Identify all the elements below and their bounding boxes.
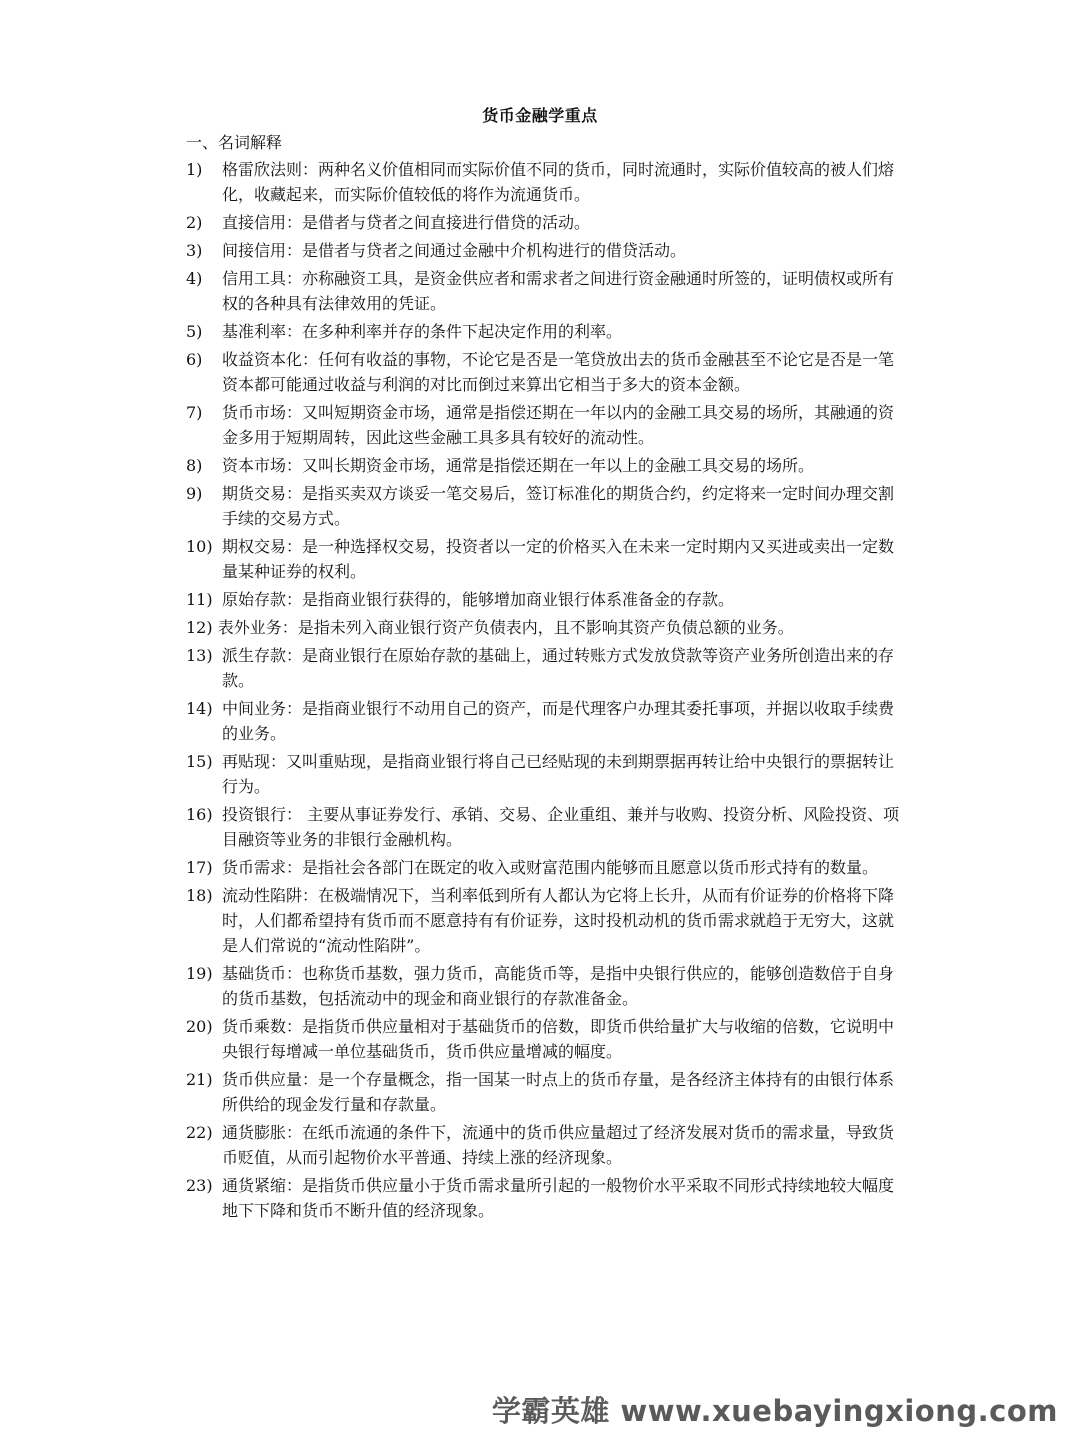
term-number: 15): [186, 752, 213, 771]
section-heading: 一、名词解释: [186, 133, 283, 152]
term-definition: 收益资本化：任何有收益的事物，不论它是否是一笔贷放出去的货币金融甚至不论它是否是一笔资本都可能通过收益与利润的对比而倒过来算出它相当于多大的资本金额。: [222, 350, 895, 394]
term-definition: 通货紧缩：是指货币供应量小于货币需求量所引起的一般物价水平采取不同形式持续地较大幅度地下下降和货币不断升值的经济现象。: [222, 1176, 895, 1220]
term-number: 14): [186, 699, 213, 718]
term-definition: 货币供应量：是一个存量概念，指一国某一时点上的货币存量，是各经济主体持有的由银行体系所供给的现金发行量和存款量。: [222, 1070, 895, 1114]
term-definition: 资本市场：又叫长期资金市场，通常是指偿还期在一年以上的金融工具交易的场所。: [222, 456, 815, 475]
term-definition: 基础货币：也称货币基数，强力货币，高能货币等，是指中央银行供应的，能够创造数倍于自身的货币基数，包括流动中的现金和商业银行的存款准备金。: [222, 964, 895, 1008]
term-definition: 货币需求：是指社会各部门在既定的收入或财富范围内能够而且愿意以货币形式持有的数量。: [222, 858, 879, 877]
term-item: [186, 481, 906, 531]
term-definition: 基准利率：在多种利率并存的条件下起决定作用的利率。: [222, 322, 623, 341]
term-item: [186, 802, 906, 852]
term-definition: 中间业务：是指商业银行不动用自己的资产，而是代理客户办理其委托事项，并据以收取手续费的业务。: [222, 699, 895, 743]
term-item: [186, 1120, 906, 1170]
term-item: [186, 587, 906, 612]
term-definition: 派生存款：是商业银行在原始存款的基础上，通过转账方式发放贷款等资产业务所创造出来的存款。: [222, 646, 895, 690]
term-item: [186, 534, 906, 584]
term-number: 20): [186, 1017, 213, 1036]
term-number: 16): [186, 805, 213, 824]
term-number: 9): [186, 484, 203, 503]
term-definition: 信用工具：亦称融资工具，是资金供应者和需求者之间进行资金融通时所签的，证明债权或所有权的各种具有法律效用的凭证。: [222, 269, 895, 313]
term-definition: 直接信用：是借者与贷者之间直接进行借贷的活动。: [222, 213, 591, 232]
term-list: [186, 157, 906, 1226]
term-item: [186, 961, 906, 1011]
term-definition: 通货膨胀：在纸币流通的条件下，流通中的货币供应量超过了经济发展对货币的需求量，导致货币贬值，从而引起物价水平普通、持续上涨的经济现象。: [222, 1123, 895, 1167]
term-item: [186, 1067, 906, 1117]
term-definition: 表外业务：是指未列入商业银行资产负债表内，且不影响其资产负债总额的业务。: [217, 618, 794, 637]
term-number: 22): [186, 1123, 213, 1142]
term-definition: 再贴现：又叫重贴现，是指商业银行将自己已经贴现的未到期票据再转让给中央银行的票据转让行为。: [222, 752, 895, 796]
term-item: [186, 749, 906, 799]
term-item: [186, 157, 906, 207]
document-title: 货币金融学重点: [482, 106, 598, 125]
term-number: 23): [186, 1176, 213, 1195]
term-definition: 原始存款：是指商业银行获得的，能够增加商业银行体系准备金的存款。: [222, 590, 735, 609]
term-number: 6): [186, 350, 203, 369]
term-item: [186, 855, 906, 880]
term-item: [186, 266, 906, 316]
term-item: [186, 1014, 906, 1064]
term-number: 2): [186, 213, 203, 232]
term-definition: 流动性陷阱：在极端情况下，当利率低到所有人都认为它将上长升，从而有价证券的价格将下降时，人们都希望持有货币而不愿意持有有价证券，这时投机动机的货币需求就趋于无穷大，这就是人们常说的“流动性陷阱”。: [222, 886, 895, 955]
term-item: [186, 643, 906, 693]
term-number: 11): [186, 590, 213, 609]
term-definition: 货币市场：又叫短期资金市场，通常是指偿还期在一年以内的金融工具交易的场所，其融通的资金多用于短期周转，因此这些金融工具多具有较好的流动性。: [222, 403, 895, 447]
term-number: 19): [186, 964, 213, 983]
term-item: [186, 210, 906, 235]
term-number: 8): [186, 456, 203, 475]
term-number: 12): [186, 618, 213, 637]
term-item: [186, 696, 906, 746]
term-definition: 间接信用：是借者与贷者之间通过金融中介机构进行的借贷活动。: [222, 241, 687, 260]
term-item: [186, 883, 906, 958]
term-item: [186, 238, 906, 263]
term-definition: 货币乘数：是指货币供应量相对于基础货币的倍数，即货币供给量扩大与收缩的倍数，它说明中央银行每增减一单位基础货币，货币供应量增减的幅度。: [222, 1017, 895, 1061]
term-item: [186, 400, 906, 450]
term-number: 18): [186, 886, 213, 905]
term-number: 17): [186, 858, 213, 877]
term-item: [186, 615, 906, 640]
term-item: [186, 347, 906, 397]
term-number: 5): [186, 322, 203, 341]
term-number: 21): [186, 1070, 213, 1089]
term-item: [186, 453, 906, 478]
term-number: 13): [186, 646, 213, 665]
term-number: 10): [186, 537, 213, 556]
site-watermark: 学霸英雄 www.xuebayingxiong.com: [491, 1394, 1058, 1428]
term-definition: 期货交易：是指买卖双方谈妥一笔交易后，签订标准化的期货合约，约定将来一定时间办理交割手续的交易方式。: [222, 484, 895, 528]
term-number: 7): [186, 403, 203, 422]
term-number: 4): [186, 269, 203, 288]
term-item: [186, 319, 906, 344]
term-definition: 格雷欣法则：两种名义价值相同而实际价值不同的货币，同时流通时，实际价值较高的被人们熔化，收藏起来，而实际价值较低的将作为流通货币。: [222, 160, 895, 204]
term-item: [186, 1173, 906, 1223]
term-definition: 投资银行： 主要从事证券发行、承销、交易、企业重组、兼并与收购、投资分析、风险投资、项目融资等业务的非银行金融机构。: [222, 805, 900, 849]
term-number: 1): [186, 160, 203, 179]
term-definition: 期权交易：是一种选择权交易，投资者以一定的价格买入在未来一定时期内又买进或卖出一定数量某种证券的权利。: [222, 537, 895, 581]
term-number: 3): [186, 241, 203, 260]
